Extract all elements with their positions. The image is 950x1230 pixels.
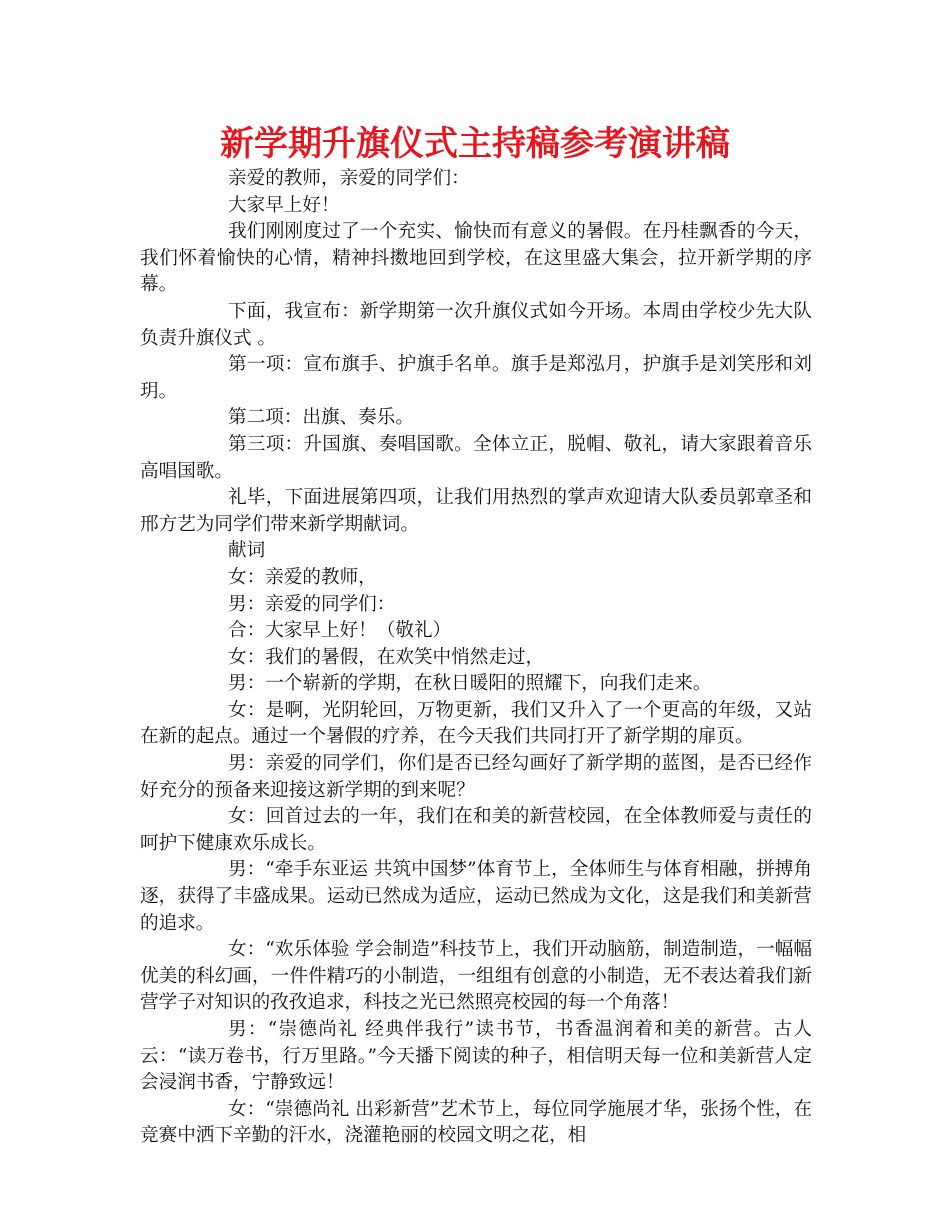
paragraph: 女：亲爱的教师， (228, 566, 377, 588)
paragraph: 男：亲爱的同学们： (228, 593, 396, 615)
paragraph: 女：回首过去的一年，我们在和美的新营校园，在全体教师爱与责任的呵护下健康欢乐成长。 (140, 806, 812, 854)
paragraph: 第一项：宣布旗手、护旗手名单。旗手是郑泓月，护旗手是刘笑彤和刘玥。 (140, 354, 812, 402)
paragraph: 男：“牵手东亚运 共筑中国梦”体育节上，全体师生与体育相融，拼搏角逐，获得了丰盛成果。运动已然成为适应，运动已然成为文化，这是我们和美新营的追求。 (140, 859, 812, 934)
paragraph: 大家早上好！ (228, 194, 340, 216)
paragraph: 合：大家早上好！（敬礼） (228, 620, 452, 642)
document-body (140, 166, 812, 1150)
paragraph: 女：我们的暑假，在欢笑中悄然走过， (228, 646, 545, 668)
paragraph: 男：亲爱的同学们，你们是否已经勾画好了新学期的蓝图，是否已经作好充分的预备来迎接这新学期的到来呢？ (140, 753, 812, 801)
paragraph: 我们刚刚度过了一个充实、愉快而有意义的暑假。在丹桂飘香的今天，我们怀着愉快的心情，精神抖擞地回到学校，在这里盛大集会，拉开新学期的序幕。 (140, 221, 812, 296)
paragraph: 女：是啊，光阴轮回，万物更新，我们又升入了一个更高的年级，又站在新的起点。通过一个暑假的疗养，在今天我们共同打开了新学期的扉页。 (140, 699, 812, 748)
paragraph: 下面，我宣布：新学期第一次升旗仪式如今开场。本周由学校少先大队负责升旗仪式 。 (140, 300, 812, 349)
paragraph: 男：“崇德尚礼 经典伴我行”读书节，书香温润着和美的新营。古人云：“读万卷书，行万里路。”今天播下阅读的种子，相信明天每一位和美新营人定会浸润书香，宁静致远！ (140, 1019, 812, 1094)
paragraph: 第三项：升国旗、奏唱国歌。全体立正，脱帽、敬礼，请大家跟着音乐高唱国歌。 (140, 433, 812, 482)
paragraph: 献词 (228, 540, 266, 562)
paragraph: 女：“崇德尚礼 出彩新营”艺术节上，每位同学施展才华，张扬个性，在竞赛中洒下辛勤的汗水，浇灌艳丽的校园文明之花，相 (140, 1098, 812, 1147)
paragraph: 女：“欢乐体验 学会制造”科技节上，我们开动脑筋，制造制造，一幅幅优美的科幻画，一件件精巧的小制造，一组组有创意的小制造，无不表达着我们新营学子对知识的孜孜追求，科技之光已然照亮校园的每一个角落！ (140, 939, 812, 1014)
paragraph: 礼毕，下面进展第四项，让我们用热烈的掌声欢迎请大队委员郭章圣和邢方艺为同学们带来新学期献词。 (140, 487, 812, 535)
paragraph: 第二项：出旗、奏乐。 (228, 407, 414, 429)
paragraph: 男：一个崭新的学期，在秋日暖阳的照耀下，向我们走来。 (228, 673, 712, 695)
document-title: 新学期升旗仪式主持稿参考演讲稿 (220, 124, 730, 164)
paragraph: 亲爱的教师，亲爱的同学们： (228, 168, 470, 189)
